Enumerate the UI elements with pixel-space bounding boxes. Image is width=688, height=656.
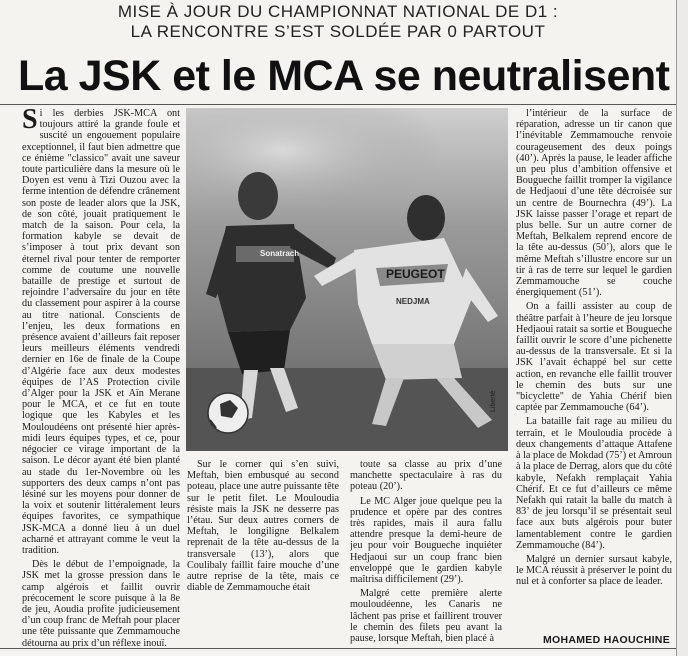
- paragraph: La bataille fait rage au milieu du terrain, et le Mouloudia procède à deux changements d’attaque Attafene à la place de Mokdad (75’) et Amroun à la place de Derrag, alors que du côté kabyle, Nefakh remplaçait Yahia Chérif. Et ce fut d’ailleurs ce même Nefakh qui ratait la balle du match à 83’ de jeu lorsqu’il se présentait seul face aux buts algérois pour buter lamentablement contre le gardien Zemmamouche (84’).: [516, 416, 672, 551]
- author-signature: MOHAMED HAOUCHINE: [542, 634, 670, 646]
- paragraph-text: i les derbies JSK-MCA ont toujours attiré la grande foule et suscité un engouement populaire exceptionnel, il faut bien admettre que ce énième "classico" avait une saveur toute particulière dans la mesure où le Doyen est venu à Tizi Ouzou avec la ferme intention de défendre crânement son poste de leader alors que la JSK, de son côté, jouait pratiquement le match de la saison. Pour cela, la formation kabyle se devait de s’imposer à tout prix devant son éternel rival pour tenter de remporter comme de coutume une nouvelle bataille de prestige et surtout de rejoindre l’adversaire du jour en tête du classement pour aspirer à la course au titre national. Conscients de l’enjeu, les deux formations en présence avaient d’ailleurs fait reposer leurs meilleurs éléments vendredi dernier en 16e de finale de la Coupe d’Algérie face aux deux modestes équipes de l’AS Protection civile d’Alger pour la JSK et Aïn Merane pour le MCA, et ce fut en toute logique que les Kabyles et les Mouloudéens ont présenté hier après-midi leurs équipes types, et ce, pour négocier ce virage important de la saison. Le décor ayant été bien planté au stade du 1er-Novembre où les supporters des deux camps n’ont pas lésiné sur les moyens pour donner de la voix et soutenir littéralement leurs équipes favorites, ce sympathique JSK-MCA a donné lieu à un duel acharné et attrayant comme le veut la tradition.: [22, 108, 180, 556]
- shirt-sponsor-right-2: NEDJMA: [396, 297, 430, 306]
- kicker-line-1: MISE À JOUR DU CHAMPIONNAT NATIONAL DE D1 :: [117, 2, 559, 21]
- match-photo: [186, 108, 508, 451]
- paragraph: Malgré un dernier sursaut kabyle, le MCA réussit à préserver le point du nul et à conforter sa place de leader.: [516, 553, 672, 588]
- headline-rule: [0, 104, 676, 105]
- paragraph: [22, 108, 180, 556]
- match-photo-illustration: [186, 108, 508, 451]
- paragraph: toute sa classe au prix d’une manchette spectaculaire à ras du poteau (20’).: [350, 459, 502, 493]
- dropcap: S: [22, 108, 38, 135]
- paragraph: Malgré cette première alerte mouloudéenne, les Canaris ne lâchent pas prise et faillirent trouver le chemin des filets peu avant la pause, lorsque Meftah, bien placé à: [350, 588, 502, 645]
- shirt-sponsor-left: Sonatrach: [260, 249, 300, 258]
- adjacent-page-strip: [676, 0, 688, 656]
- headline: La JSK et le MCA se neutralisent: [18, 52, 670, 100]
- paragraph: Dès le début de l’empoignade, la JSK met la grosse pression dans le camp algérois et faillit ouvrir précocement le score puisque à la 8e de jeu, Aoudia profite judicieusement d’un coup franc de Meftah pour placer une tête puissante que Zemmamouche détourna au prix d’un réflexe inouï.: [22, 559, 180, 648]
- paragraph: Sur le corner qui s’en suivi, Meftah, bien embusqué au second poteau, place une autre puissante tête sur le petit filet. Le Mouloudia résiste mais la JSK ne desserre pas l’étau. Sur deux autres corners de Meftah, le longiligne Belkalem reprenait de la tête au-dessus de la transversale (13’), alors que Coulibaly faillit faire mouche d’une autre reprise de la tête, mais ce diable de Zemmamouche était: [187, 459, 339, 594]
- article-column-1: [22, 108, 180, 648]
- football: [208, 393, 248, 433]
- photo-credit: Liberté: [490, 390, 497, 412]
- paragraph: On a failli assister au coup de théâtre parfait à l’heure de jeu lorsque Hedjaoui ratait sa sortie et Bougueche faillit ouvrir le score d’une pichenette au-dessus de la transversale. Et si la JSK l’avait échappé bel sur cette action, en revanche elle faillit trouver le chemin des buts sur une "bicyclette" de Yahia Chérif bien captée par Zemmamouche (64’).: [516, 301, 672, 414]
- shirt-sponsor-right: PEUGEOT: [386, 267, 445, 281]
- kicker-line-2: LA RENCONTRE S’EST SOLDÉE PAR 0 PARTOUT: [130, 22, 546, 41]
- article-column-3: [350, 459, 502, 649]
- paragraph: l’intérieur de la surface de réparation, adresse un tir canon que l’inévitable Zemmamouche renvoie courageusement des deux poings (40’). Après la pause, le leader affiche un peu plus d’ambition offensive et Bougueche faillit tromper la vigilance de Hedjaoui d’une tête décroisée sur un centre de Bournechra (49’). La JSK laisse passer l’orage et repart de plus belle. Sur un autre corner de Meftah, Belkalem reprend encore de la tête au-dessus (50’), alors que le même Meftah s’illustre encore sur un tir à ras de terre sur lequel le gardien Zemmamouche se couche énergiquement (51’).: [516, 108, 672, 299]
- paragraph: Le MC Alger joue quelque peu la prudence et opère par des contres très rapides, mais il aura fallu attendre presque la demi-heure de jeu pour voir Bougueche inquiéter Hedjaoui sur un coup franc bien enveloppé que le gardien kabyle maîtrisa difficilement (29’).: [350, 495, 502, 586]
- article-column-4: [516, 108, 672, 633]
- article-column-2: [187, 459, 339, 649]
- footer-rule: [0, 648, 676, 649]
